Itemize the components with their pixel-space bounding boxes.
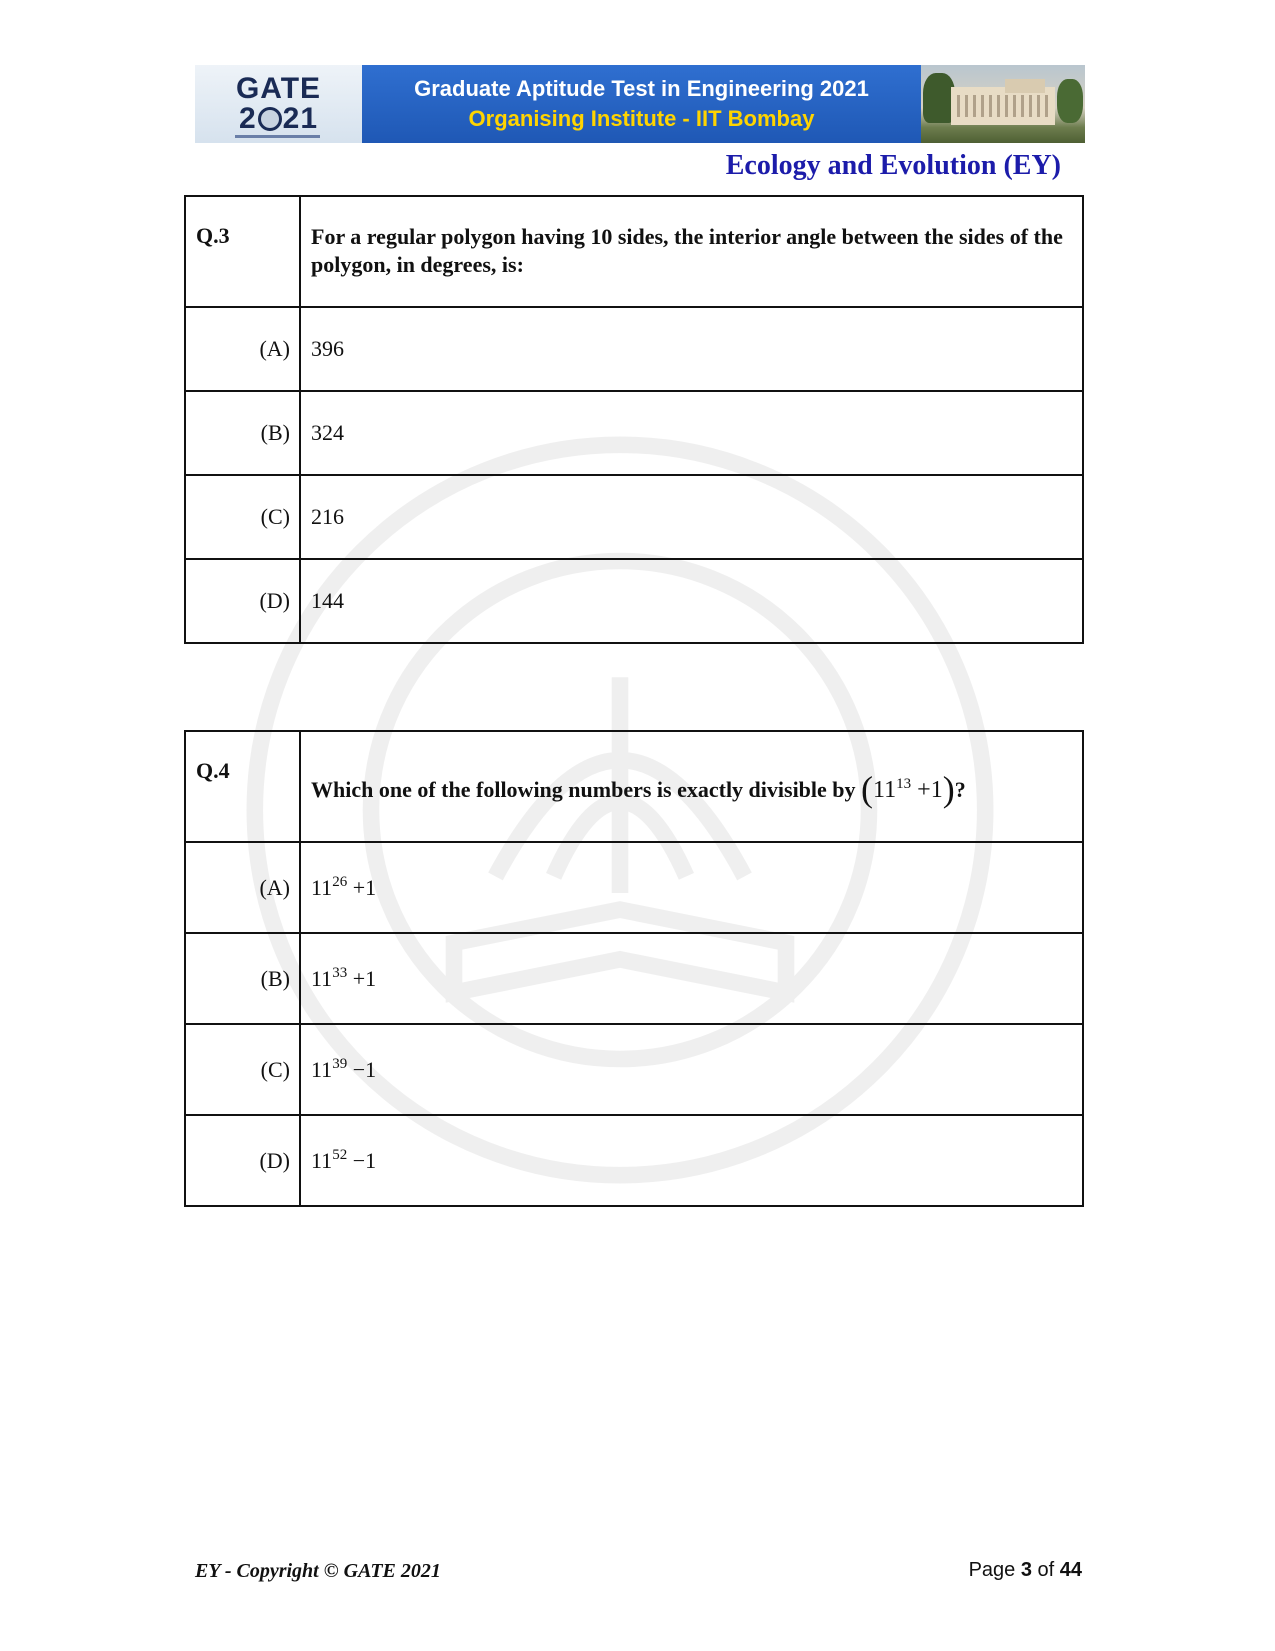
option-row bbox=[185, 475, 1083, 559]
option-row bbox=[185, 559, 1083, 643]
option-row bbox=[185, 842, 1083, 933]
banner-title-line2: Organising Institute - IIT Bombay bbox=[468, 106, 815, 131]
question-number: Q.3 bbox=[185, 196, 300, 307]
option-row bbox=[185, 1024, 1083, 1115]
logo-gate-text: GATE bbox=[235, 72, 322, 105]
question-text: For a regular polygon having 10 sides, the interior angle between the sides of the polygon, in degrees, is: bbox=[300, 196, 1083, 307]
copyright-footer: EY - Copyright © GATE 2021 bbox=[195, 1560, 441, 1582]
page-number: Page 3 of 44 bbox=[968, 1559, 1082, 1581]
option-label: (B) bbox=[185, 391, 300, 475]
question-3-table bbox=[184, 195, 1084, 644]
subject-title: Ecology and Evolution (EY) bbox=[725, 150, 1061, 181]
option-text: 144 bbox=[300, 559, 1083, 643]
option-text: 396 bbox=[300, 307, 1083, 391]
option-row bbox=[185, 933, 1083, 1024]
option-label: (A) bbox=[185, 842, 300, 933]
option-text: 324 bbox=[300, 391, 1083, 475]
option-expression: $11^{52} -1$ bbox=[300, 1115, 1083, 1206]
question-expression: $(11^{13} +1)$ bbox=[861, 768, 955, 809]
option-expression: $11^{26} +1$ bbox=[300, 842, 1083, 933]
banner-title bbox=[362, 65, 921, 143]
logo-emblem-icon bbox=[258, 107, 282, 131]
option-label: (B) bbox=[185, 933, 300, 1024]
question-text: Which one of the following numbers is exactly divisible by $(11^{13} +1)$? bbox=[300, 731, 1083, 842]
option-row bbox=[185, 307, 1083, 391]
gate-banner bbox=[195, 65, 1085, 143]
option-row bbox=[185, 391, 1083, 475]
gate-logo bbox=[195, 65, 362, 143]
option-label: (C) bbox=[185, 1024, 300, 1115]
institute-building-photo bbox=[921, 65, 1085, 143]
logo-year-text: 2 21 bbox=[238, 102, 319, 135]
option-text: 216 bbox=[300, 475, 1083, 559]
option-label: (D) bbox=[185, 559, 300, 643]
option-row bbox=[185, 1115, 1083, 1206]
option-label: (A) bbox=[185, 307, 300, 391]
option-label: (D) bbox=[185, 1115, 300, 1206]
option-expression: $11^{39} -1$ bbox=[300, 1024, 1083, 1115]
option-label: (C) bbox=[185, 475, 300, 559]
question-4-table bbox=[184, 730, 1084, 1207]
banner-title-line1: Graduate Aptitude Test in Engineering 2021 bbox=[414, 76, 869, 101]
option-expression: $11^{33} +1$ bbox=[300, 933, 1083, 1024]
question-number: Q.4 bbox=[185, 731, 300, 842]
